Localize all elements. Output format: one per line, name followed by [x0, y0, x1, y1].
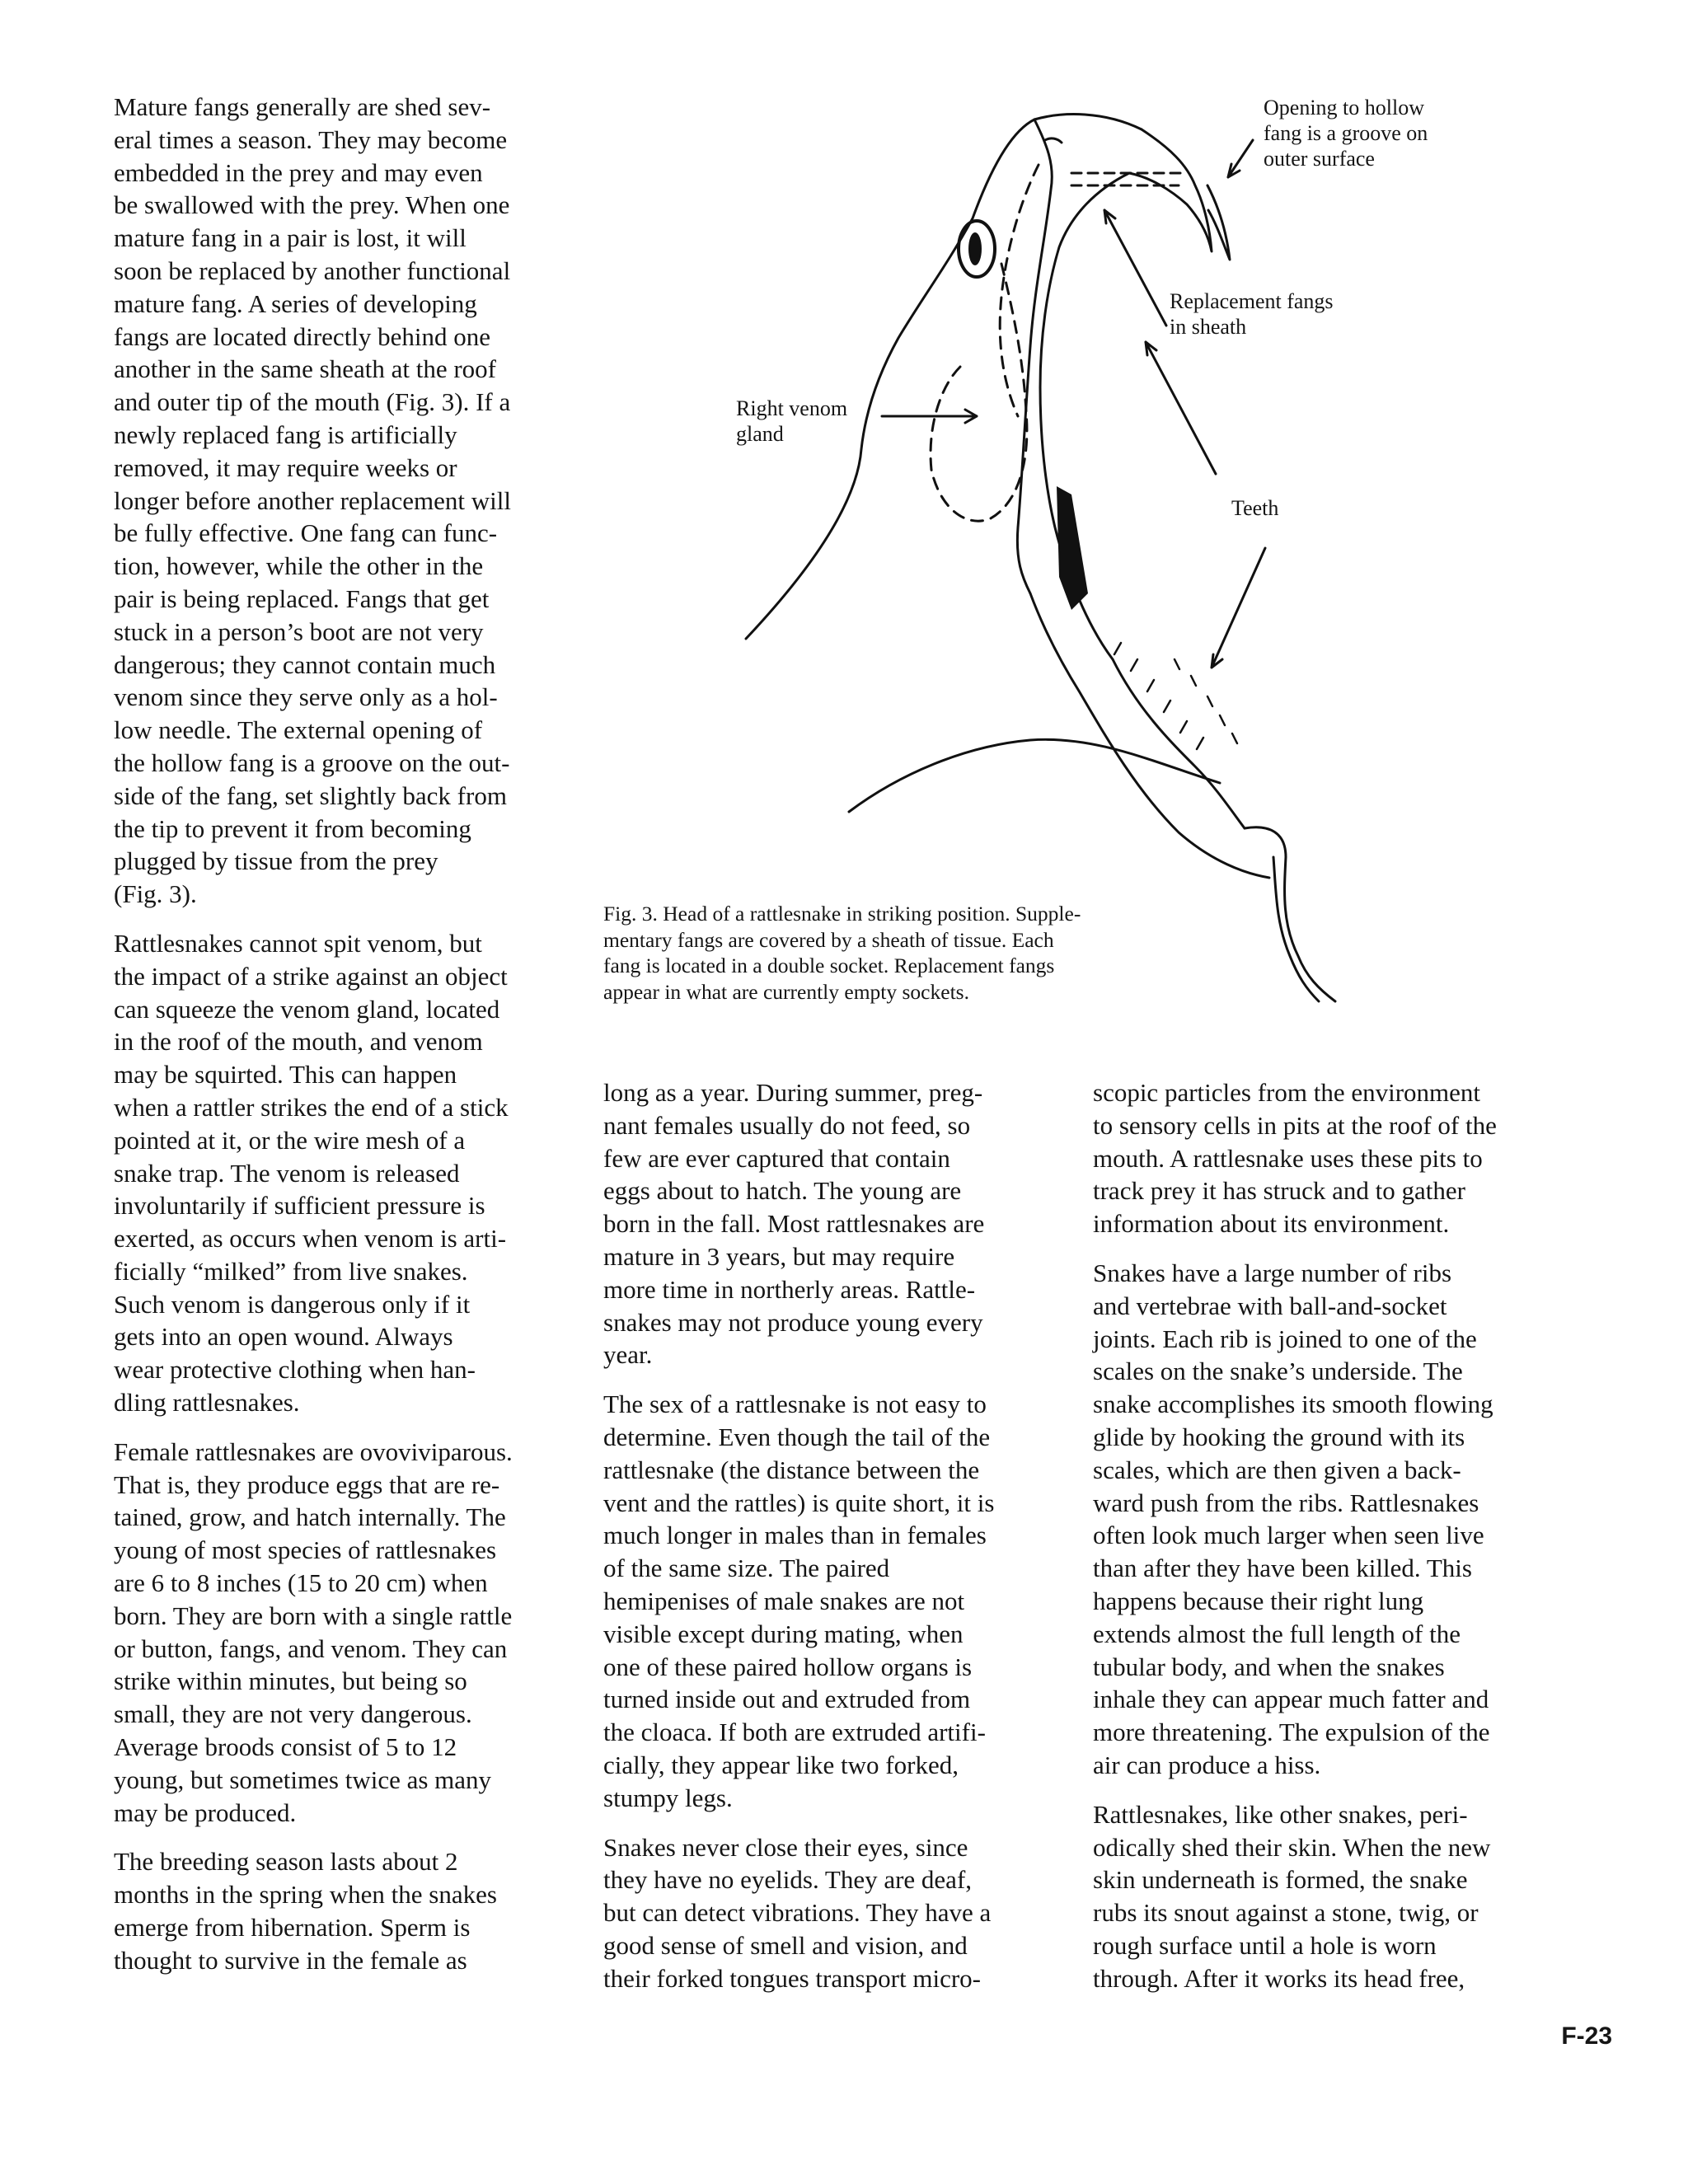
paragraph: Mature fangs generally are shed sev- eral times a season. They may become embedded in the prey and may even be swallowed with the prey. When one mature fang in a pair is lost, it will soon be replaced by another functional mature fang. A series of developing fangs are located directly behind one another in the same sheath at the roof and outer tip of the mouth (Fig. 3). If a newly replaced fang is artificially removed, it may require weeks or longer before another replacement will be fully effective. One fang can func- tion, however, while the other in the pair is being replaced. Fangs that get stuck in a person’s boot are not very dangerous; they cannot contain much venom since they serve only as a hol- low needle. The external opening of the hollow fang is a groove on the out- side of the fang, set slightly back from the tip to prevent it from becoming plugged by tissue from the prey (Fig. 3). [114, 92, 511, 909]
arrow-teeth-lower [1212, 548, 1265, 668]
pupil [968, 232, 982, 265]
venom-duct [1000, 165, 1039, 416]
label-replacement-fangs: Replacement fangs in sheath [1170, 289, 1334, 339]
figure-caption: Fig. 3. Head of a rattlesnake in striking position. Supple- mentary fangs are covered by a sheath of tissue. Each fang is located in a double socket. Replacement fangs appear in what are currently empty sockets. [603, 902, 1081, 1004]
label-right-venom-gland: Right venom gland [736, 396, 848, 446]
fang-sheath-dashes [1071, 173, 1187, 185]
paragraph: Snakes have a large number of ribs and vertebrae with ball-and-socket joints. Each rib is joined to one of the scales on the snake’s underside. The snake accomplishes its smooth flowing glide by hooking the ground with its scales, which are then given a back- ward push from the ribs. Rattlesnakes often look much larger when seen live than after they have been killed. This happens because their right lung extends almost the full length of the tubular body, and when the snakes inhale they can appear much fatter and more threatening. The expulsion of the air can produce a hiss. [1093, 1258, 1493, 1779]
snout-tip [1129, 129, 1212, 251]
text-column-1 [114, 91, 592, 1994]
page-number: F-23 [1561, 2022, 1612, 2050]
arrow-opening [1228, 140, 1253, 177]
venom-gland-outline [931, 264, 1027, 521]
arrow-venom [882, 410, 977, 423]
paragraph: Female rattlesnakes are ovoviviparous. That is, they produce eggs that are re- tained, grow, and hatch internally. The young of most species of rattlesnakes are 6 to 8 inches (15 to 20 cm) when born. They are born with a single rattle or button, fangs, and venom. They can strike within minutes, but being so small, they are not very dangerous. Average broods consist of 5 to 12 young, but sometimes twice as many may be produced. [114, 1436, 513, 1827]
paragraph: scopic particles from the environment to sensory cells in pits at the roof of the mouth. A rattlesnake uses these pits to track prey it has struck and to gather information about its environment. [1093, 1078, 1497, 1239]
teeth [1114, 643, 1237, 749]
throat-shading [1057, 486, 1088, 610]
text-column-2 [603, 1076, 1073, 2012]
rattlesnake-head-illustration [725, 91, 1434, 1022]
label-opening-to-hollow-fang: Opening to hollow fang is a groove on outer surface [1264, 96, 1428, 171]
paragraph: Rattlesnakes, like other snakes, peri- odically shed their skin. When the new skin underneath is formed, the snake rubs its snout against a stone, twig, or rough surface until a hole is worn through. After it works its head free, [1093, 1799, 1491, 1993]
arrow-replacement [1104, 210, 1166, 326]
paragraph: long as a year. During summer, preg- nant females usually do not feed, so few are ever captured that contain eggs about to hatch. The young are born in the fall. Most rattlesnakes are mature in 3 years, but may require more time in northerly areas. Rattle- snakes may not produce young every year. [603, 1078, 985, 1370]
paragraph: Rattlesnakes cannot spit venom, but the impact of a strike against an object can squeeze the venom gland, located in the roof of the mouth, and venom may be squirted. This can happen when a rattler strikes the end of a stick pointed at it, or the wire mesh of a snake trap. The venom is released involuntarily if sufficient pressure is exerted, as occurs when venom is arti- ficially “milked” from live snakes. Such venom is dangerous only if it gets into an open wound. Always wear protective clothing when han- dling rattlesnakes. [114, 928, 509, 1418]
upper-jaw [1017, 120, 1052, 593]
paragraph: The sex of a rattlesnake is not easy to determine. Even though the tail of the rattlesnake (the distance between the vent and the rattles) is quite short, it is much longer in males than in females of the same size. The paired hemipenises of male snakes are not visible except during mating, when one of these paired hollow organs is turned inside out and extruded from the cloaca. If both are extruded artifi- cially, they appear like two forked, stumpy legs. [603, 1390, 995, 1812]
paragraph: The breeding season lasts about 2 months in the spring when the snakes emerge from hibernation. Sperm is thought to survive in the female as [114, 1847, 497, 1975]
label-teeth: Teeth [1231, 496, 1279, 520]
nostril [1045, 138, 1062, 143]
arrow-teeth-upper [1146, 342, 1216, 474]
neck-underside [849, 739, 1220, 812]
lower-jaw-inner [1113, 659, 1245, 828]
text-column-3 [1093, 1076, 1563, 2012]
paragraph: Snakes never close their eyes, since they have no eyelids. They are deaf, but can detect vibrations. They have a good sense of smell and vision, and their forked tongues transport micro- [603, 1832, 992, 1993]
tongue [1245, 827, 1335, 1001]
